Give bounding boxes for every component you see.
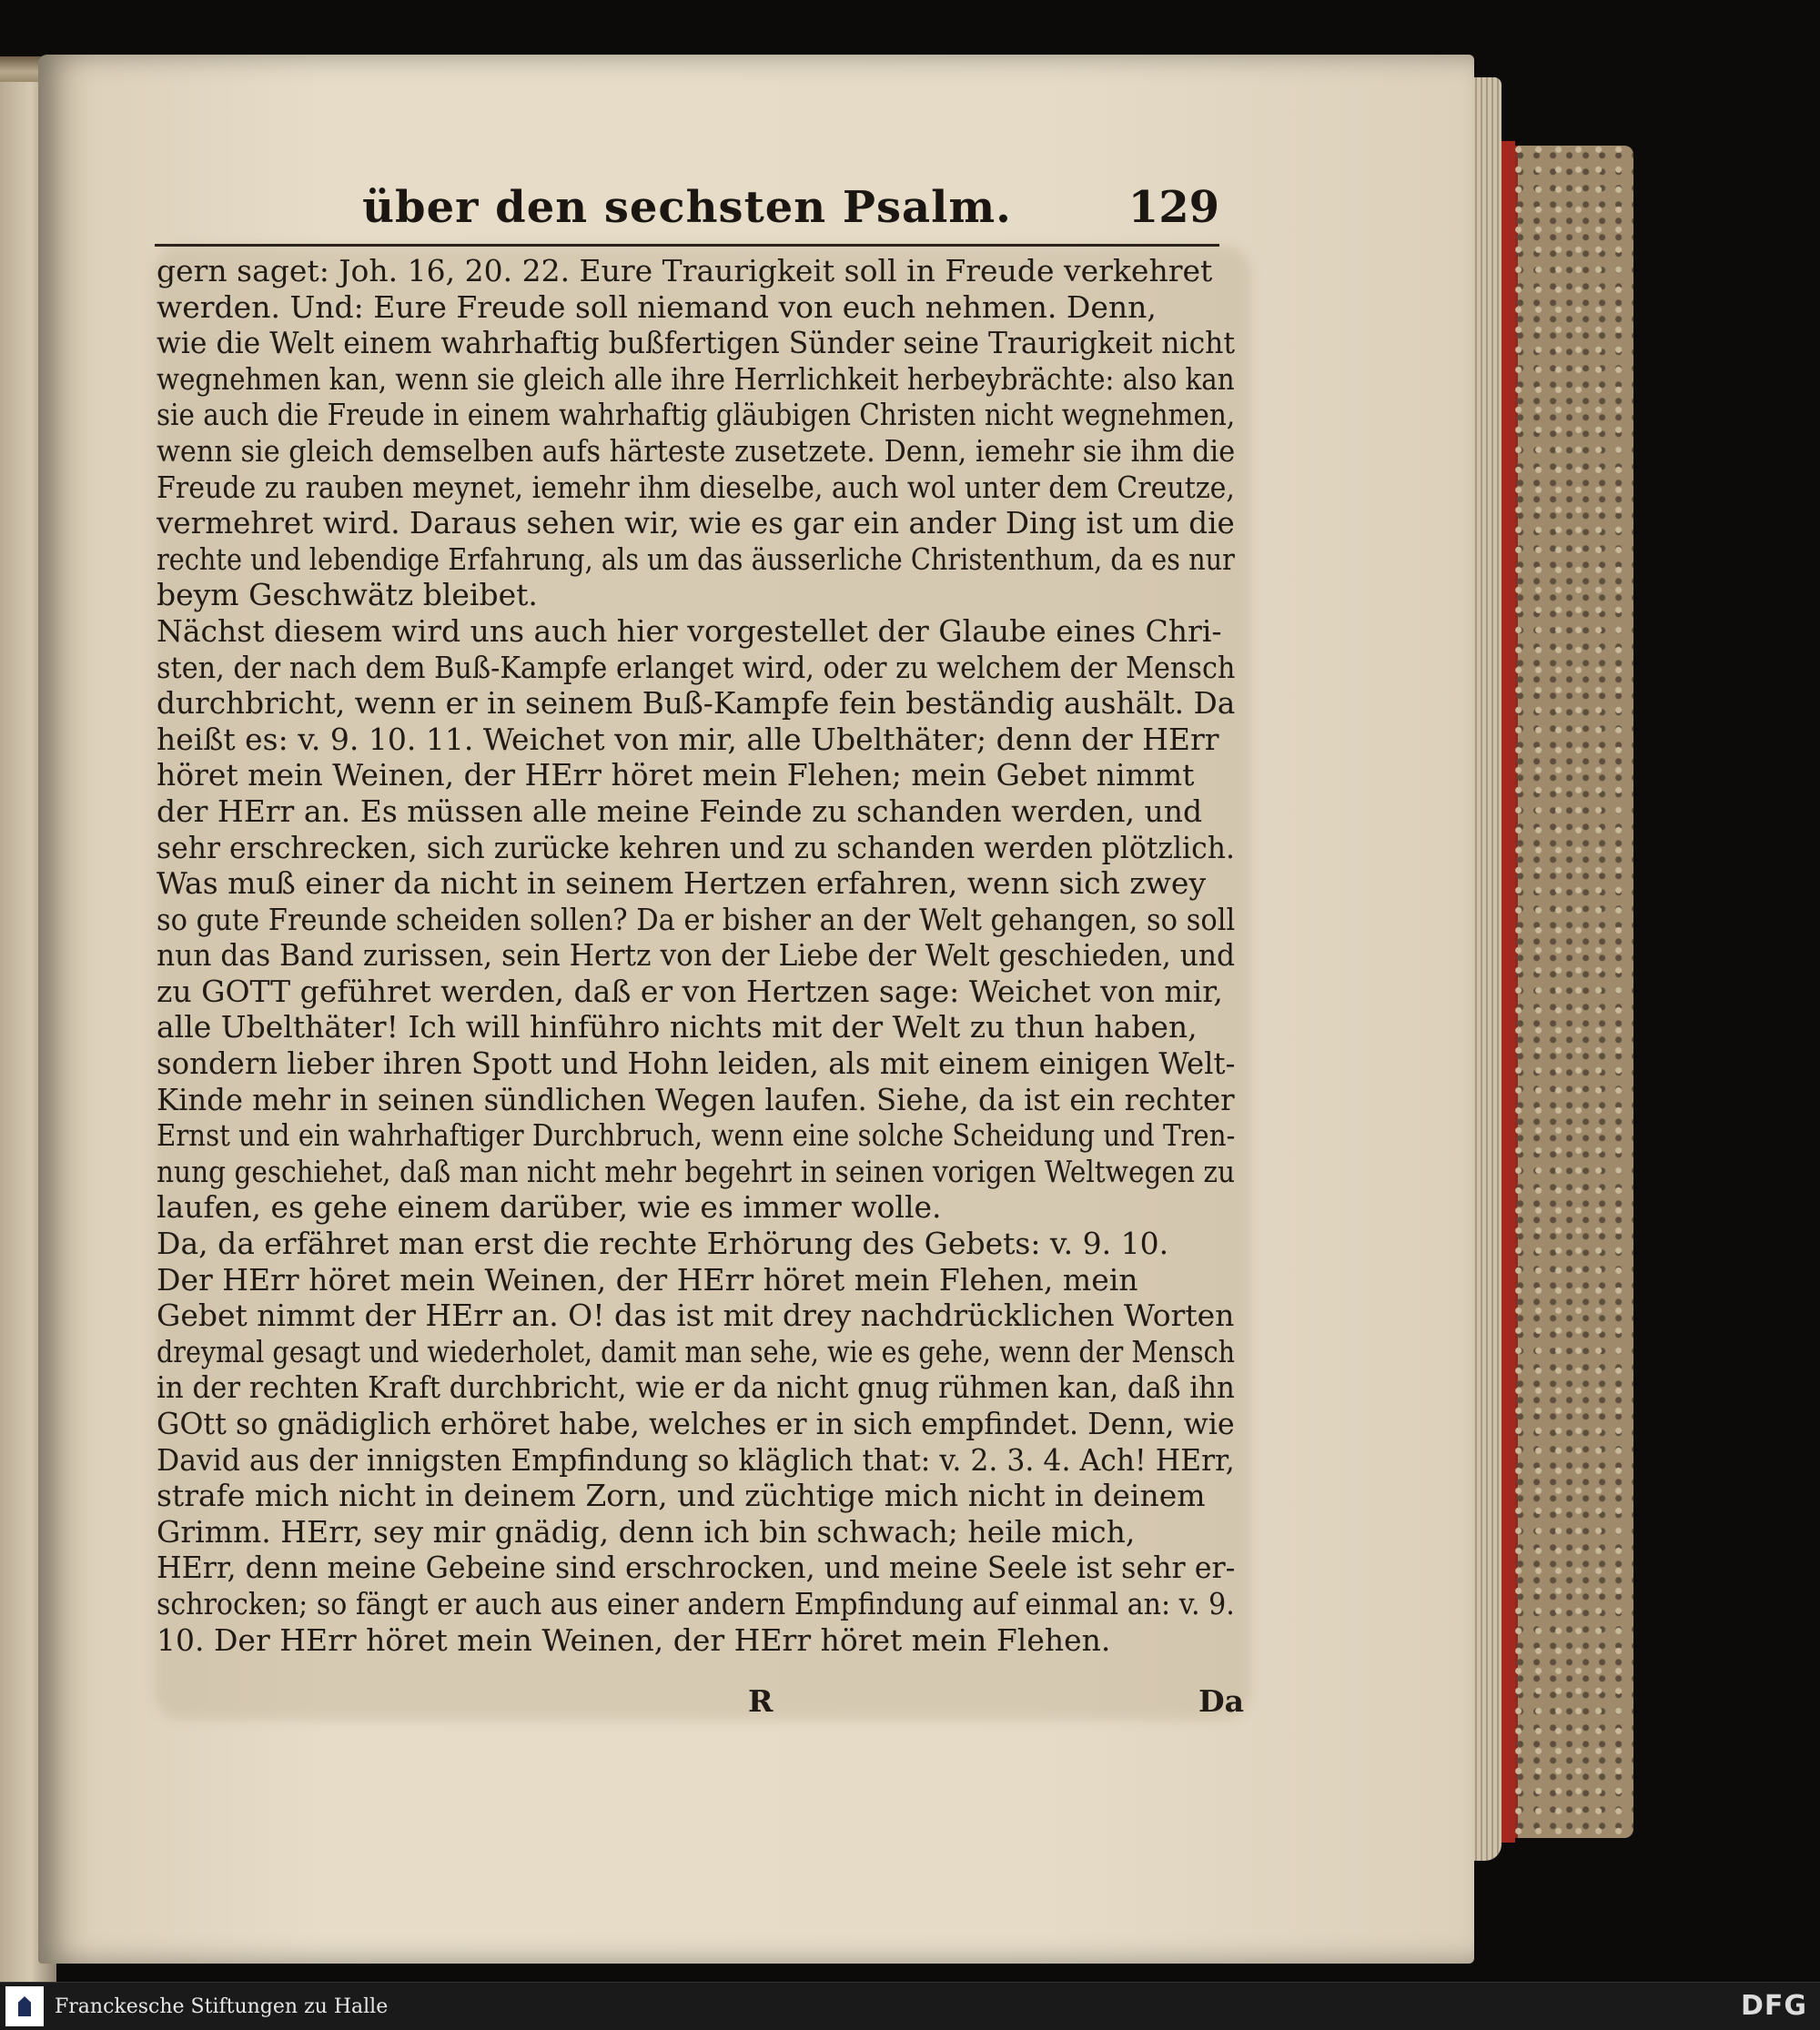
text-line: so gute Freunde scheiden sollen? Da er bisher an der Welt gehangen, so soll <box>157 901 1236 937</box>
text-line: Freude zu rauben meynet, iemehr ihm dieselbe, auch wol unter dem Creutze, <box>157 469 1235 505</box>
text-line: durchbricht, wenn er in seinem Buß-Kampfe fein beständig aushält. Da <box>157 685 1236 722</box>
orphanage-building-icon <box>18 1996 31 2016</box>
institution-logo-icon[interactable] <box>5 1986 44 2026</box>
text-line: Da, da erfähret man erst die rechte Erhörung des Gebets: v. 9. 10. <box>157 1226 1169 1262</box>
dfg-logo[interactable]: DFG <box>1740 1990 1807 2022</box>
text-line: schrocken; so fängt er auch aus einer andern Empfindung auf einmal an: v. 9. <box>157 1585 1235 1621</box>
signature-mark: R <box>748 1683 774 1719</box>
text-line: HErr, denn meine Gebeine sind erschrocken, und meine Seele ist sehr er- <box>157 1550 1236 1586</box>
text-line: wenn sie gleich demselben aufs härteste zusetzete. Denn, iemehr sie ihm die <box>157 432 1236 469</box>
text-line: höret mein Weinen, der HErr höret mein Flehen; mein Gebet nimmt <box>157 757 1195 793</box>
text-line: rechte und lebendige Erfahrung, als um das äusserliche Christenthum, da es nur <box>157 540 1235 577</box>
catchword: Da <box>1198 1683 1244 1719</box>
body-text <box>157 253 1235 1658</box>
text-line: Was muß einer da nicht in seinem Hertzen erfahren, wenn sich zwey <box>157 865 1207 902</box>
text-line: beym Geschwätz bleibet. <box>157 577 538 613</box>
text-line: laufen, es gehe einem darüber, wie es immer wolle. <box>157 1189 942 1226</box>
text-line: sie auch die Freude in einem wahrhaftig gläubigen Christen nicht wegnehmen, <box>157 397 1236 433</box>
text-line: Der HErr höret mein Weinen, der HErr höret mein Flehen, mein <box>157 1261 1138 1298</box>
text-line: in der rechten Kraft durchbricht, wie er da nicht gnug rühmen kan, daß ihn <box>157 1369 1235 1406</box>
text-line: GOtt so gnädiglich erhöret habe, welches er in sich empfindet. Denn, wie <box>157 1406 1235 1441</box>
text-line: Gebet nimmt der HErr an. O! das ist mit drey nachdrücklichen Worten <box>157 1298 1235 1334</box>
text-line: nun das Band zurissen, sein Hertz von der Liebe der Welt geschieden, und <box>157 937 1236 974</box>
text-line: sehr erschrecken, sich zurücke kehren und zu schanden werden plötzlich. <box>157 829 1235 865</box>
viewer-footer-bar <box>0 1982 1820 2030</box>
institution-name[interactable]: Franckesche Stiftungen zu Halle <box>55 1995 389 2018</box>
text-line: vermehret wird. Daraus sehen wir, wie es gar ein ander Ding ist um die <box>157 505 1235 541</box>
running-head: über den sechsten Psalm. <box>362 182 1012 233</box>
text-line: 10. Der HErr höret mein Weinen, der HErr höret mein Flehen. <box>157 1621 1111 1658</box>
text-line: Nächst diesem wird uns auch hier vorgestellet der Glaube eines Chri- <box>157 612 1222 649</box>
text-line: Ernst und ein wahrhaftiger Durchbruch, wenn eine solche Scheidung und Tren- <box>157 1117 1236 1154</box>
page-number: 129 <box>1127 182 1219 233</box>
text-line: Grimm. HErr, sey mir gnädig, denn ich bin schwach; heile mich, <box>157 1513 1136 1550</box>
text-line: strafe mich nicht in deinem Zorn, und züchtige mich nicht in deinem <box>157 1478 1206 1514</box>
text-line: sondern lieber ihren Spott und Hohn leiden, als mit einem einigen Welt- <box>157 1045 1236 1082</box>
text-line: der HErr an. Es müssen alle meine Feinde zu schanden werden, und <box>157 793 1203 829</box>
text-line: heißt es: v. 9. 10. 11. Weichet von mir, alle Ubelthäter; denn der HErr <box>157 721 1219 757</box>
text-line: David aus der innigsten Empfindung so kläglich that: v. 2. 3. 4. Ach! HErr, <box>157 1441 1235 1478</box>
text-line: wie die Welt einem wahrhaftig bußfertigen Sünder seine Traurigkeit nicht <box>157 325 1236 361</box>
text-line: alle Ubelthäter! Ich will hinführo nichts mit der Welt zu thun haben, <box>157 1009 1198 1045</box>
page-header <box>155 182 1219 238</box>
page-footer-marks <box>157 1683 1244 1722</box>
text-line: sten, der nach dem Buß-Kampfe erlanget wird, oder zu welchem der Mensch <box>157 649 1236 685</box>
text-line: Kinde mehr in seinen sündlichen Wegen laufen. Siehe, da ist ein rechter <box>157 1081 1235 1117</box>
text-line: gern saget: Joh. 16, 20. 22. Eure Traurigkeit soll in Freude verkehret <box>157 253 1213 288</box>
text-line: wegnehmen kan, wenn sie gleich alle ihre Herrlichkeit herbeybrächte: also kan <box>157 360 1235 397</box>
text-line: zu GOTT geführet werden, daß er von Hertzen sage: Weichet von mir, <box>157 973 1223 1009</box>
text-line: nung geschiehet, daß man nicht mehr begehrt in seinen vorigen Weltwegen zu <box>157 1153 1236 1189</box>
text-line: werden. Und: Eure Freude soll niemand von euch nehmen. Denn, <box>157 288 1157 325</box>
header-rule <box>155 244 1219 247</box>
text-line: dreymal gesagt und wiederholet, damit man sehe, wie es gehe, wenn der Mensch <box>157 1333 1236 1369</box>
